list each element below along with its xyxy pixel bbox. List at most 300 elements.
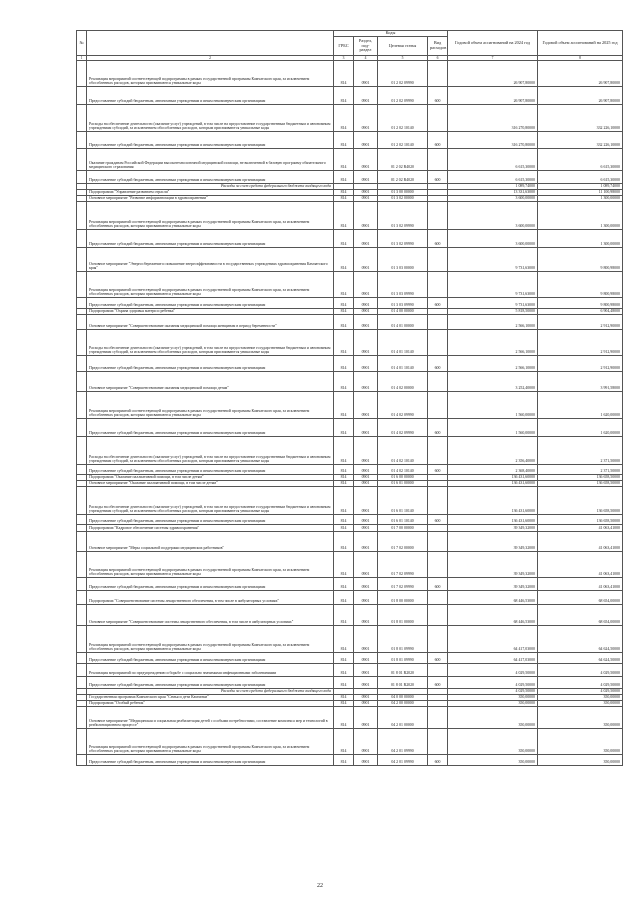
row-value-2024: 4 029,50000: [448, 689, 538, 695]
row-value-2024: 2 368,40000: [448, 465, 538, 475]
row-grbs: 814: [334, 309, 354, 315]
row-grbs: 814: [334, 487, 354, 515]
row-vid: [428, 487, 448, 515]
row-section: 0901: [354, 171, 378, 184]
row-value-2025: 26 907,80000: [538, 61, 623, 87]
row-name: Подпрограмма "Особый ребенок": [87, 701, 334, 707]
row-value-2024: 2 356,40000: [448, 437, 538, 465]
row-grbs: 814: [334, 465, 354, 475]
row-value-2024: 6 615,30000: [448, 149, 538, 171]
row-name: Предоставление субсидий бюджетным, автономным учреждениям и иным некоммерческим организациям: [87, 298, 334, 309]
row-number: [77, 677, 87, 689]
table-row: [77, 465, 623, 475]
row-name: Предоставление субсидий бюджетным, автономным учреждениям и иным некоммерческим организациям: [87, 465, 334, 475]
row-value-2025: 6 615,30000: [538, 149, 623, 171]
row-name: Реализация мероприятий соответствующей подпрограммы в рамках государственной программы Камчатского края, за исключением обособленных расходов, которым присваиваются уникальные коды: [87, 61, 334, 87]
column-number: 4: [354, 56, 378, 61]
row-grbs: 814: [334, 552, 354, 578]
row-article: 01 4 01 10140: [378, 330, 428, 356]
row-name: Предоставление субсидий бюджетным, автономным учреждениям и иным некоммерческим организациям: [87, 653, 334, 664]
row-value-2024: 13 331,63000: [448, 190, 538, 196]
row-vid: 600: [428, 755, 448, 766]
row-number: [77, 356, 87, 372]
table-row: [77, 230, 623, 248]
table-row: [77, 755, 623, 766]
column-number: 1: [77, 56, 87, 61]
row-name: Расходы на обеспечение деятельности (оказание услуг) учреждений, в том числе на предоставление государственным бюджетным и автономным учреждениям субсидий, за исключением обособленных расходов, которым присваиваются уникальные коды: [87, 487, 334, 515]
row-value-2025: 4 029,50000: [538, 677, 623, 689]
row-vid: 600: [428, 171, 448, 184]
row-vid: 600: [428, 677, 448, 689]
row-section: 0901: [354, 87, 378, 105]
table-row: [77, 87, 623, 105]
row-name: Реализация мероприятий соответствующей подпрограммы в рамках государственной программы Камчатского края, за исключением обособленных расходов, которым присваиваются уникальные коды: [87, 552, 334, 578]
row-value-2025: 64 624,50000: [538, 626, 623, 653]
table-row: [77, 356, 623, 372]
column-number: 5: [378, 56, 428, 61]
row-number: [77, 729, 87, 755]
row-section: 0901: [354, 419, 378, 437]
row-vid: [428, 664, 448, 677]
row-grbs: 814: [334, 591, 354, 605]
row-vid: 600: [428, 298, 448, 309]
row-number: [77, 515, 87, 525]
row-name: Государственная программа Камчатского края "Семья и дети Камчатки": [87, 695, 334, 701]
row-section: 0901: [354, 487, 378, 515]
row-number: [77, 605, 87, 626]
row-vid: 600: [428, 87, 448, 105]
header-grbs: ГРБС: [334, 37, 354, 56]
row-grbs: 814: [334, 330, 354, 356]
row-grbs: 814: [334, 755, 354, 766]
row-number: [77, 61, 87, 87]
row-value-2024: 350,00000: [448, 755, 538, 766]
header-codes: Коды: [334, 31, 448, 37]
table-row: [77, 525, 623, 532]
row-vid: [428, 315, 448, 330]
row-value-2025: 332 226,10000: [538, 105, 623, 132]
row-section: 0901: [354, 677, 378, 689]
row-value-2024: 1 089,74000: [448, 184, 538, 190]
row-section: 0901: [354, 465, 378, 475]
row-name: Предоставление субсидий бюджетным, автономным учреждениям и иным некоммерческим организациям: [87, 87, 334, 105]
row-vid: [428, 105, 448, 132]
row-value-2025: 6 904,48000: [538, 309, 623, 315]
row-value-2024: 39 349,32000: [448, 532, 538, 552]
row-section: 0901: [354, 190, 378, 196]
table-row: [77, 372, 623, 392]
row-value-2025: 41 063,41000: [538, 525, 623, 532]
row-article: 01 4 02 09990: [378, 392, 428, 419]
row-name: Основное мероприятие "Совершенствование оказания медицинской помощи детям": [87, 372, 334, 392]
row-name: Предоставление субсидий бюджетным, автономным учреждениям и иным некоммерческим организациям: [87, 132, 334, 149]
row-value-2024: 136 431,60000: [448, 487, 538, 515]
row-name: Предоставление субсидий бюджетным, автономным учреждениям и иным некоммерческим организациям: [87, 755, 334, 766]
table-row: [77, 515, 623, 525]
row-grbs: 814: [334, 707, 354, 729]
row-vid: [428, 149, 448, 171]
row-name: Расходы на обеспечение деятельности (оказание услуг) учреждений, в том числе на предоставление государственным бюджетным и автономным учреждениям субсидий, за исключением обособленных расходов, которым присваиваются уникальные коды: [87, 330, 334, 356]
table-row: [77, 315, 623, 330]
table-row: [77, 330, 623, 356]
row-number: [77, 298, 87, 309]
row-name: Подпрограмма "Оказание паллиативной помощи, в том числе детям": [87, 475, 334, 481]
row-article: 01 7 02 09990: [378, 578, 428, 591]
row-number: [77, 755, 87, 766]
row-article: 01 3 02 00000: [378, 196, 428, 202]
row-vid: [428, 372, 448, 392]
row-value-2025: 4 029,50000: [538, 689, 623, 695]
row-name: Предоставление субсидий бюджетным, автономным учреждениям и иным некоммерческим организациям: [87, 230, 334, 248]
row-grbs: 814: [334, 196, 354, 202]
table-row: [77, 248, 623, 272]
row-section: 0901: [354, 149, 378, 171]
row-article: 01 8 00 00000: [378, 591, 428, 605]
row-value-2024: 3 600,00000: [448, 202, 538, 230]
row-number: [77, 707, 87, 729]
row-section: 0901: [354, 729, 378, 755]
row-number: [77, 315, 87, 330]
row-value-2024: 350,00000: [448, 729, 538, 755]
row-grbs: 814: [334, 190, 354, 196]
row-vid: 600: [428, 419, 448, 437]
table-row: [77, 61, 623, 87]
row-article: 01 8 01 R2020: [378, 664, 428, 677]
row-name: Реализация мероприятий соответствующей подпрограммы в рамках государственной программы Камчатского края, за исключением обособленных расходов, которым присваиваются уникальные коды: [87, 729, 334, 755]
row-article: 01 8 01 09990: [378, 653, 428, 664]
row-section: 0901: [354, 196, 378, 202]
row-value-2025: 3 991,58000: [538, 372, 623, 392]
row-vid: [428, 437, 448, 465]
row-value-2025: 1 300,00000: [538, 230, 623, 248]
row-grbs: 814: [334, 248, 354, 272]
table-row: [77, 552, 623, 578]
row-number: [77, 487, 87, 515]
row-value-2025: 6 615,30000: [538, 171, 623, 184]
row-value-2025: 2 371,50000: [538, 465, 623, 475]
row-grbs: 814: [334, 372, 354, 392]
table-row: [77, 149, 623, 171]
row-value-2024: 68 446,53000: [448, 591, 538, 605]
row-article: 01 3 03 09990: [378, 298, 428, 309]
row-section: 0901: [354, 578, 378, 591]
row-grbs: 814: [334, 626, 354, 653]
row-article: 01 4 02 10140: [378, 465, 428, 475]
row-section: 0901: [354, 701, 378, 707]
row-name: Реализация мероприятий соответствующей подпрограммы в рамках государственной программы Камчатского края, за исключением обособленных расходов, которым присваиваются уникальные коды: [87, 272, 334, 298]
column-number: 8: [538, 56, 623, 61]
row-vid: [428, 525, 448, 532]
row-name: Оказание гражданам Российской Федерации высокотехнологичной медицинской помощи, не включенной в базовую программу обязательного медицинского страхования: [87, 149, 334, 171]
row-name: Подпрограмма "Совершенствование системы лекарственного обеспечения, в том числе в амбулаторных условиях": [87, 591, 334, 605]
row-number: [77, 591, 87, 605]
row-value-2024: 350,00000: [448, 695, 538, 701]
table-row: [77, 419, 623, 437]
row-number: [77, 171, 87, 184]
row-value-2025: 68 654,00000: [538, 591, 623, 605]
row-article: 01 6 01 10140: [378, 487, 428, 515]
row-section: 0901: [354, 230, 378, 248]
row-value-2024: 1 560,00000: [448, 392, 538, 419]
row-article: 01 2 02 10140: [378, 105, 428, 132]
row-value-2024: 3 600,00000: [448, 230, 538, 248]
row-article: 01 3 00 00000: [378, 190, 428, 196]
row-article: 01 2 02 09990: [378, 87, 428, 105]
row-value-2025: 9 800,98000: [538, 298, 623, 309]
row-number: [77, 552, 87, 578]
row-article: 01 3 03 00000: [378, 248, 428, 272]
row-section: 0901: [354, 105, 378, 132]
row-name: Предоставление субсидий бюджетным, автономным учреждениям и иным некоммерческим организациям: [87, 171, 334, 184]
row-value-2025: 1 089,74000: [538, 184, 623, 190]
row-number: [77, 525, 87, 532]
row-article: 01 2 02 10140: [378, 132, 428, 149]
row-number: [77, 149, 87, 171]
row-value-2025: 41 063,41000: [538, 552, 623, 578]
row-value-2025: 1 620,00000: [538, 419, 623, 437]
row-value-2024: 350,00000: [448, 701, 538, 707]
header-vid: Вид расходов: [428, 37, 448, 56]
row-name: Расходы за счет средств федерального бюджета входящего кода: [87, 184, 334, 190]
row-section: 0901: [354, 309, 378, 315]
row-article: 01 6 00 00000: [378, 475, 428, 481]
row-number: [77, 230, 87, 248]
row-number: [77, 132, 87, 149]
row-grbs: 814: [334, 132, 354, 149]
row-value-2025: 64 624,50000: [538, 653, 623, 664]
table-row: [77, 605, 623, 626]
row-article: 01 3 02 09990: [378, 230, 428, 248]
row-name: Основное мероприятие "Совершенствование оказания медицинской помощи женщинам в период беременности": [87, 315, 334, 330]
row-value-2024: 26 907,80000: [448, 87, 538, 105]
row-section: 0901: [354, 481, 378, 487]
row-name: Основное мероприятие "Развитие информатизации в здравоохранении": [87, 196, 334, 202]
row-article: 01 4 00 00000: [378, 309, 428, 315]
table-row: [77, 392, 623, 419]
row-number: [77, 437, 87, 465]
table-row: [77, 132, 623, 149]
row-number: [77, 330, 87, 356]
row-value-2024: 2 566,10000: [448, 315, 538, 330]
row-value-2025: 350,00000: [538, 729, 623, 755]
row-value-2024: 316 270,80000: [448, 105, 538, 132]
row-value-2025: 2 912,90000: [538, 330, 623, 356]
table-row: [77, 532, 623, 552]
row-value-2024: 9 731,63000: [448, 248, 538, 272]
page-number: 22: [317, 883, 323, 889]
table-row: [77, 626, 623, 653]
row-value-2025: 1 300,00000: [538, 202, 623, 230]
row-grbs: 814: [334, 315, 354, 330]
row-grbs: 814: [334, 202, 354, 230]
header-section: Раздел, под-раздел: [354, 37, 378, 56]
row-name: Основное мероприятие "Энергосбережение и повышение энергоэффективности в государственных учреждениях здравоохранения Камчатского края": [87, 248, 334, 272]
table-row: [77, 664, 623, 677]
row-article: 01 2 02 R4020: [378, 171, 428, 184]
row-article: 01 6 01 00000: [378, 481, 428, 487]
row-name: Основное мероприятие "Совершенствование системы лекарственного обеспечения, в том числе в амбулаторных условиях": [87, 605, 334, 626]
row-grbs: 814: [334, 605, 354, 626]
row-value-2024: 39 349,32000: [448, 525, 538, 532]
row-value-2024: 4 029,50000: [448, 664, 538, 677]
header-article: Целевая статья: [378, 37, 428, 56]
row-grbs: 814: [334, 532, 354, 552]
row-value-2025: 9 800,98000: [538, 248, 623, 272]
table-row: [77, 677, 623, 689]
row-vid: [428, 330, 448, 356]
row-grbs: 814: [334, 677, 354, 689]
row-vid: [428, 272, 448, 298]
row-grbs: 814: [334, 230, 354, 248]
row-vid: 600: [428, 653, 448, 664]
row-article: 01 4 02 10140: [378, 437, 428, 465]
row-name: Подпрограмма "Кадровое обеспечение системы здравоохранения": [87, 525, 334, 532]
row-number: [77, 465, 87, 475]
row-value-2024: 6 615,30000: [448, 171, 538, 184]
row-value-2024: 64 417,03000: [448, 626, 538, 653]
row-section: 0901: [354, 330, 378, 356]
row-article: 04 2 01 00000: [378, 707, 428, 729]
row-value-2025: 2 912,90000: [538, 315, 623, 330]
row-article: 01 7 02 09990: [378, 552, 428, 578]
row-number: [77, 202, 87, 230]
row-vid: [428, 626, 448, 653]
table-row: [77, 578, 623, 591]
row-grbs: 814: [334, 298, 354, 309]
row-value-2025: 136 658,50000: [538, 515, 623, 525]
row-vid: [428, 392, 448, 419]
row-section: 0901: [354, 664, 378, 677]
row-value-2025: 136 658,50000: [538, 481, 623, 487]
row-vid: [428, 605, 448, 626]
row-value-2024: 136 431,60000: [448, 475, 538, 481]
table-row: [77, 105, 623, 132]
row-section: 0901: [354, 372, 378, 392]
row-name: Подпрограмма "Охрана здоровья матери и ребенка": [87, 309, 334, 315]
row-grbs: 814: [334, 171, 354, 184]
header-2024: Годовой объем ассигнований на 2024 год: [448, 31, 538, 56]
row-value-2024: 5 818,50000: [448, 309, 538, 315]
table-row: [77, 487, 623, 515]
row-article: 01 8 01 09990: [378, 626, 428, 653]
header-num: №: [77, 31, 87, 56]
row-value-2025: 9 800,98000: [538, 272, 623, 298]
row-section: 0901: [354, 437, 378, 465]
row-article: 01 4 02 09990: [378, 419, 428, 437]
row-grbs: 814: [334, 105, 354, 132]
row-article: 01 8 01 00000: [378, 605, 428, 626]
row-vid: 600: [428, 230, 448, 248]
row-vid: [428, 248, 448, 272]
row-vid: [428, 532, 448, 552]
row-value-2025: 1 620,00000: [538, 392, 623, 419]
row-name: Расходы на обеспечение деятельности (оказание услуг) учреждений, в том числе на предоставление государственным бюджетным и автономным учреждениям субсидий, за исключением обособленных расходов, которым присваиваются уникальные коды: [87, 105, 334, 132]
row-number: [77, 532, 87, 552]
row-section: 0901: [354, 626, 378, 653]
row-name: Предоставление субсидий бюджетным, автономным учреждениям и иным некоммерческим организациям: [87, 419, 334, 437]
table-row: [77, 729, 623, 755]
row-section: 0901: [354, 248, 378, 272]
row-value-2025: 26 907,80000: [538, 87, 623, 105]
row-value-2024: 26 907,80000: [448, 61, 538, 87]
row-name: Подпрограмма "Управление развитием отрасли": [87, 190, 334, 196]
table-row: [77, 171, 623, 184]
row-article: 01 7 02 00000: [378, 532, 428, 552]
row-article: 04 2 01 09990: [378, 729, 428, 755]
row-section: 0901: [354, 605, 378, 626]
row-number: [77, 392, 87, 419]
row-article: 01 6 01 10140: [378, 515, 428, 525]
row-value-2024: 68 446,53000: [448, 605, 538, 626]
row-grbs: 814: [334, 729, 354, 755]
row-section: 0901: [354, 525, 378, 532]
row-grbs: 814: [334, 578, 354, 591]
row-section: 0901: [354, 315, 378, 330]
row-value-2025: 1 300,00000: [538, 196, 623, 202]
row-section: 0901: [354, 61, 378, 87]
row-name: Реализация мероприятий соответствующей подпрограммы в рамках государственной программы Камчатского края, за исключением обособленных расходов, которым присваиваются уникальные коды: [87, 392, 334, 419]
row-section: 0901: [354, 132, 378, 149]
row-value-2024: 4 029,50000: [448, 677, 538, 689]
row-section: 0901: [354, 475, 378, 481]
row-section: 0901: [354, 695, 378, 701]
row-number: [77, 105, 87, 132]
row-value-2025: 136 658,50000: [538, 475, 623, 481]
row-value-2025: 350,00000: [538, 701, 623, 707]
row-value-2024: 39 349,32000: [448, 552, 538, 578]
row-section: 0901: [354, 653, 378, 664]
row-value-2025: 350,00000: [538, 695, 623, 701]
row-vid: [428, 61, 448, 87]
row-article: 01 4 01 00000: [378, 315, 428, 330]
row-number: [77, 372, 87, 392]
row-vid: 600: [428, 132, 448, 149]
budget-table: [76, 30, 623, 766]
row-name: Предоставление субсидий бюджетным, автономным учреждениям и иным некоммерческим организациям: [87, 677, 334, 689]
table-row: [77, 272, 623, 298]
row-value-2025: 11 100,98000: [538, 190, 623, 196]
row-value-2024: 136 431,60000: [448, 515, 538, 525]
row-vid: 600: [428, 515, 448, 525]
row-number: [77, 626, 87, 653]
row-article: 01 3 03 09990: [378, 272, 428, 298]
table-row: [77, 653, 623, 664]
row-grbs: 814: [334, 437, 354, 465]
row-section: 0901: [354, 591, 378, 605]
header-2025: Годовой объем ассигнований на 2025 год: [538, 31, 623, 56]
table-row: [77, 298, 623, 309]
row-value-2025: 2 371,50000: [538, 437, 623, 465]
row-value-2024: 9 731,63000: [448, 272, 538, 298]
row-value-2025: 332 226,10000: [538, 132, 623, 149]
row-name: Реализация мероприятий по предупреждению и борьбе с социально значимыми инфекционными заболеваниями: [87, 664, 334, 677]
column-number: 7: [448, 56, 538, 61]
row-article: 04 2 01 09990: [378, 755, 428, 766]
row-article: 04 0 00 00000: [378, 695, 428, 701]
row-value-2025: 350,00000: [538, 755, 623, 766]
row-value-2025: 68 654,00000: [538, 605, 623, 626]
row-value-2025: 4 029,50000: [538, 664, 623, 677]
row-grbs: 814: [334, 356, 354, 372]
header-name: [87, 31, 334, 56]
row-number: [77, 272, 87, 298]
row-name: Основное мероприятие "Оказание паллиативной помощи, в том числе детям": [87, 481, 334, 487]
row-grbs: 814: [334, 481, 354, 487]
row-grbs: 814: [334, 525, 354, 532]
row-value-2025: 136 658,50000: [538, 487, 623, 515]
column-number: 6: [428, 56, 448, 61]
row-name: Основное мероприятие "Меры социальной поддержки медицинских работников": [87, 532, 334, 552]
